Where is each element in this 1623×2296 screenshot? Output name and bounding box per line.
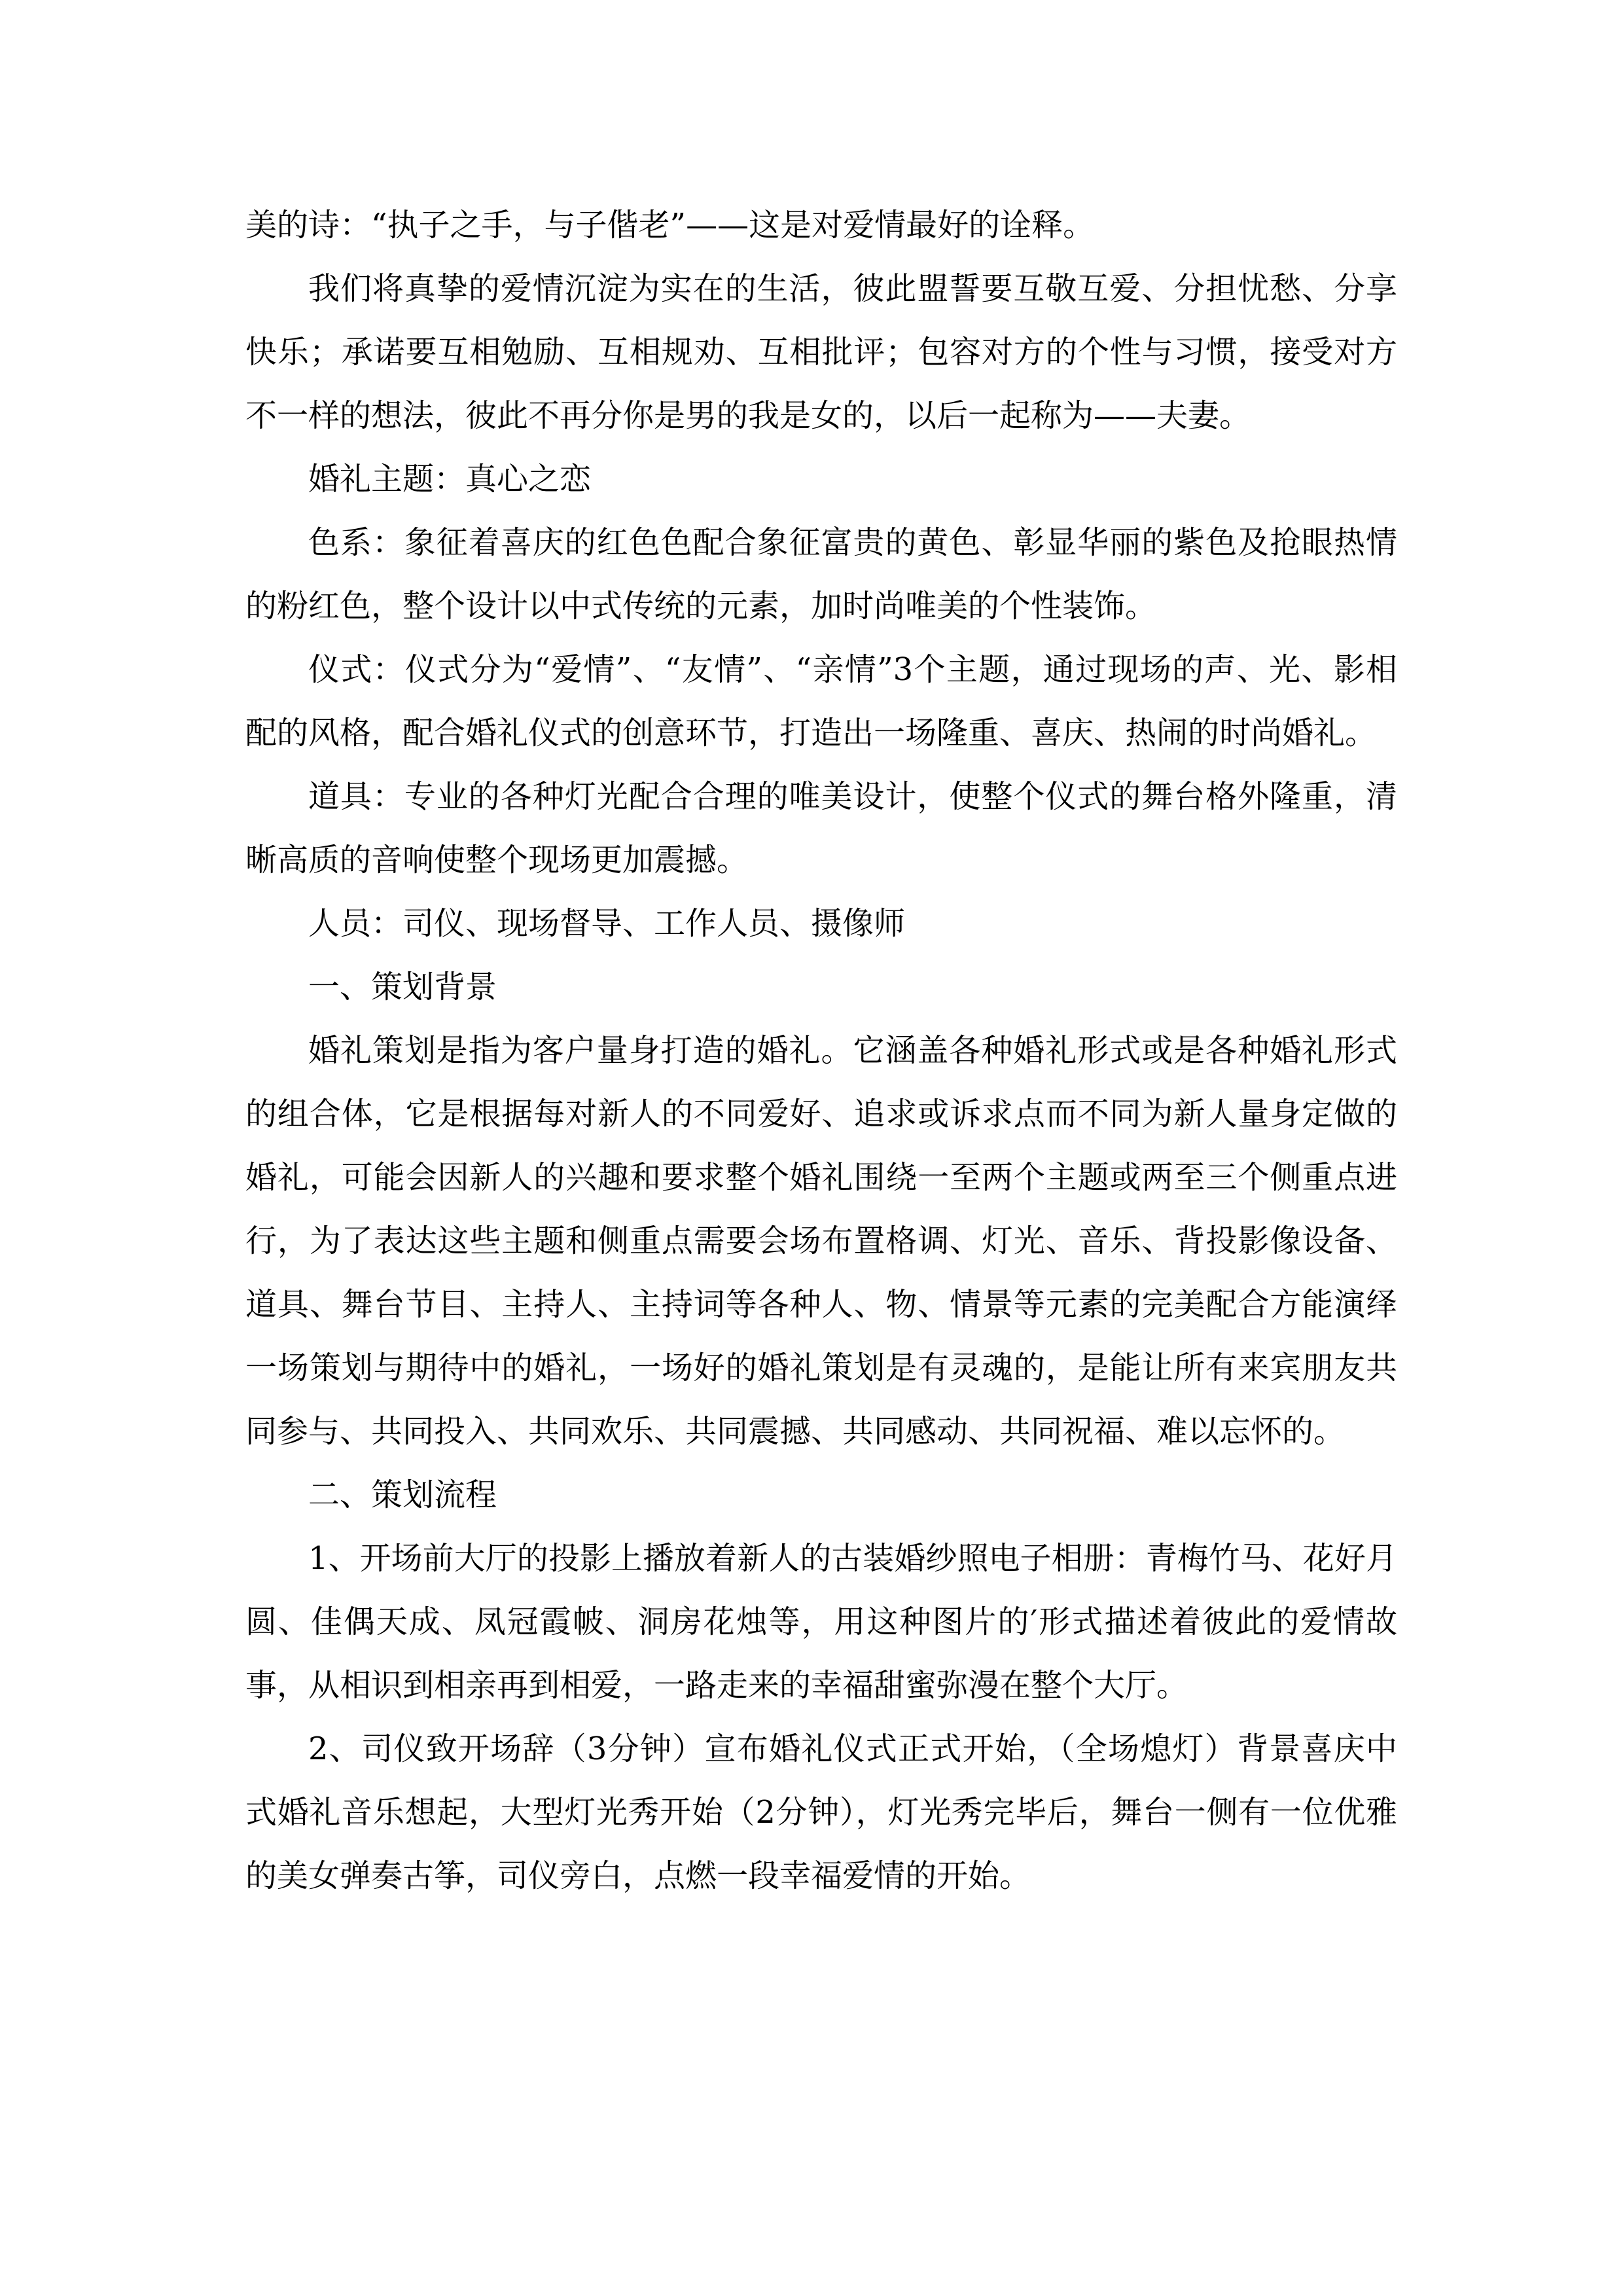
paragraph-ceremony: 仪式：仪式分为“爱情”、“友情”、“亲情”3个主题，通过现场的声、光、影相配的风格，配合婚礼仪式的创意环节，打造出一场隆重、喜庆、热闹的时尚婚礼。 xyxy=(245,651,1397,751)
paragraph-process-step-2: 2、司仪致开场辞（3分钟）宣布婚礼仪式正式开始，（全场熄灯）背景喜庆中式婚礼音乐想起，大型灯光秀开始（2分钟），灯光秀完毕后，舞台一侧有一位优雅的美女弹奏古筝，司仪旁白，点燃一段幸福爱情的开始。 xyxy=(245,1731,1397,1894)
section-heading-background: 一、策划背景 xyxy=(308,969,497,1005)
paragraph-staff: 人员：司仪、现场督导、工作人员、摄像师 xyxy=(308,905,906,942)
section-heading-process: 二、策划流程 xyxy=(308,1477,497,1513)
paragraph-props: 道具：专业的各种灯光配合合理的唯美设计，使整个仪式的舞台格外隆重，清晰高质的音响使整个现场更加震撼。 xyxy=(245,778,1397,878)
paragraph-color-scheme: 色系：象征着喜庆的红色色配合象征富贵的黄色、彰显华丽的紫色及抢眼热情的粉红色，整个设计以中式传统的元素，加时尚唯美的个性装饰。 xyxy=(245,524,1397,624)
paragraph-wedding-theme: 婚礼主题：真心之恋 xyxy=(308,461,592,497)
paragraph-process-step-1: 1、开场前大厅的投影上播放着新人的古装婚纱照电子相册：青梅竹马、花好月圆、佳偶天成、凤冠霞帔、洞房花烛等，用这种图片的′形式描述着彼此的爱情故事，从相识到相亲再到相爱，一路走来的幸福甜蜜弥漫在整个大厅。 xyxy=(245,1540,1397,1704)
document-body xyxy=(245,194,1397,1908)
paragraph-poem-continuation: 美的诗：“执子之手，与子偕老”——这是对爱情最好的诠释。 xyxy=(245,207,1095,243)
paragraph-planning-background: 婚礼策划是指为客户量身打造的婚礼。它涵盖各种婚礼形式或是各种婚礼形式的组合体，它是根据每对新人的不同爱好、追求或诉求点而不同为新人量身定做的婚礼，可能会因新人的兴趣和要求整个婚礼围绕一至两个主题或两至三个侧重点进行，为了表达这些主题和侧重点需要会场布置格调、灯光、音乐、背投影像设备、道具、舞台节目、主持人、主持词等各种人、物、情景等元素的完美配合方能演绎一场策划与期待中的婚礼，一场好的婚礼策划是有灵魂的，是能让所有来宾朋友共同参与、共同投入、共同欢乐、共同震撼、共同感动、共同祝福、难以忘怀的。 xyxy=(245,1032,1397,1450)
paragraph-love-vow: 我们将真挚的爱情沉淀为实在的生活，彼此盟誓要互敬互爱、分担忧愁、分享快乐；承诺要互相勉励、互相规劝、互相批评；包容对方的个性与习惯，接受对方不一样的想法，彼此不再分你是男的我是女的，以后一起称为——夫妻。 xyxy=(245,270,1397,434)
